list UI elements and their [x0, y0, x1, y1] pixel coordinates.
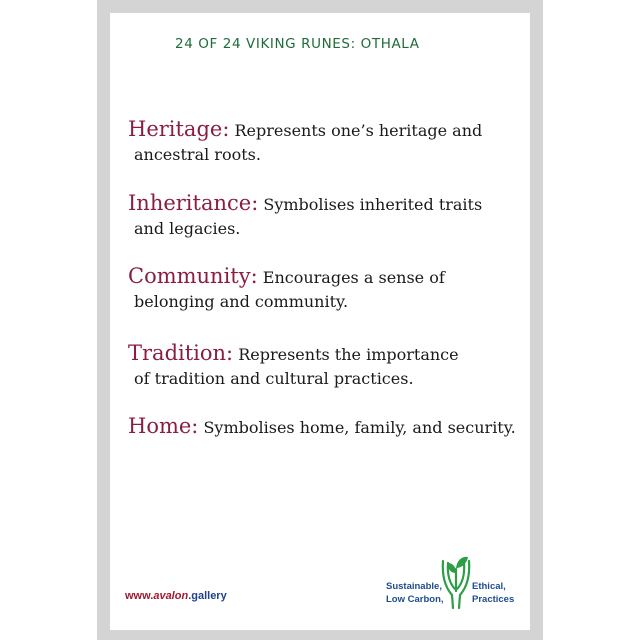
card-title: 24 OF 24 VIKING RUNES: OTHALA — [175, 36, 420, 52]
logo-text-right-2: Practices — [472, 594, 515, 605]
url-prefix: www. — [125, 590, 154, 602]
rune-card — [110, 13, 530, 630]
url-suffix: .gallery — [188, 590, 227, 602]
entry-home — [128, 414, 523, 440]
hands-holding-seedling-icon — [439, 551, 473, 611]
entry-term: Community: — [128, 264, 258, 288]
sustainability-logo — [384, 551, 520, 611]
entry-description: Encourages a sense of — [257, 268, 445, 287]
entry-description-continued: of tradition and cultural practices. — [134, 369, 414, 388]
website-link[interactable] — [125, 590, 227, 602]
entry-description-continued: belonging and community. — [134, 292, 349, 311]
logo-text-left-1: Sustainable, — [386, 581, 442, 592]
url-name: avalon — [153, 590, 189, 602]
entry-description: Symbolises home, family, and security. — [198, 418, 516, 437]
entry-heritage — [128, 117, 523, 167]
entry-term: Inheritance: — [128, 191, 259, 215]
entry-tradition — [128, 341, 523, 391]
entry-description-continued: ancestral roots. — [134, 145, 261, 164]
entry-description-continued: and legacies. — [134, 219, 241, 238]
entry-community — [128, 264, 523, 314]
entry-term: Heritage: — [128, 117, 230, 141]
logo-text-left-2: Low Carbon, — [386, 594, 444, 605]
logo-text-right-1: Ethical, — [472, 581, 506, 592]
entry-inheritance — [128, 191, 523, 241]
entry-description: Represents the importance — [233, 345, 459, 364]
entry-term: Tradition: — [128, 341, 234, 365]
entry-description: Symbolises inherited traits — [258, 195, 483, 214]
entry-term: Home: — [128, 414, 199, 438]
entry-description: Represents one’s heritage and — [229, 121, 483, 140]
